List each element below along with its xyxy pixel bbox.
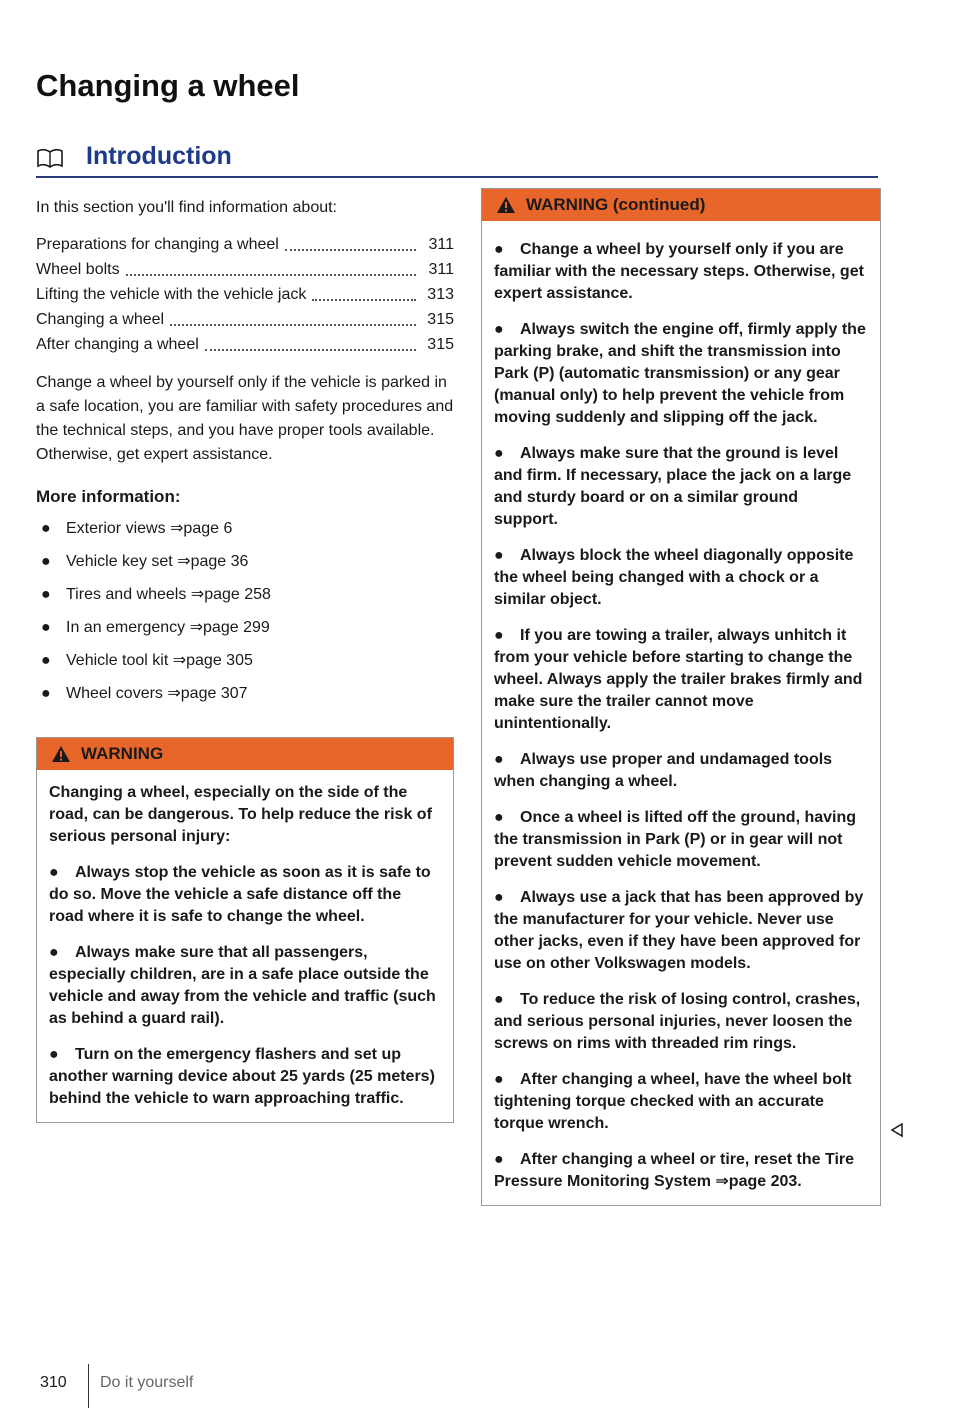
warning-item: ● Always make sure that the ground is level and firm. If necessary, place the jack on a large and sturdy board or on a similar ground support. [494, 445, 852, 528]
toc-page: 315 [427, 336, 454, 353]
intro-text: In this section you'll find information about: [36, 199, 337, 216]
toc-leader-dots [285, 249, 416, 251]
warning-item: ● Always use a jack that has been approved by the manufacturer for your vehicle. Never use other jacks, even if they have been approved for use on other Volkswagen models. [494, 889, 864, 972]
more-info-link[interactable] [36, 649, 454, 682]
page-title: Changing a wheel [36, 68, 300, 103]
warning-triangle-icon [51, 745, 71, 763]
bullet: ● [41, 586, 51, 603]
toc-entry[interactable] [36, 282, 454, 307]
link-text: Tires and wheels ⇒page 258 [66, 586, 271, 603]
right-column [481, 188, 879, 1206]
toc-page: 311 [428, 261, 454, 278]
table-of-contents [36, 232, 454, 357]
more-info-list [36, 517, 454, 715]
back-arrow-icon[interactable] [890, 1122, 904, 1138]
warning-item: ● After changing a wheel, have the wheel bolt tightening torque checked with an accurate torque wrench. [494, 1071, 852, 1132]
toc-entry[interactable] [36, 257, 454, 282]
warning-triangle-icon [496, 196, 516, 214]
link-text: In an emergency ⇒page 299 [66, 619, 270, 636]
more-info-link[interactable] [36, 583, 454, 616]
link-text: Vehicle tool kit ⇒page 305 [66, 652, 253, 669]
toc-label: After changing a wheel [36, 336, 199, 353]
warning-list [49, 862, 439, 1110]
bullet: ● [41, 553, 51, 570]
footer-divider [88, 1364, 89, 1408]
link-text: Exterior views ⇒page 6 [66, 520, 233, 537]
more-info-link[interactable] [36, 517, 454, 550]
warning-intro: Changing a wheel, especially on the side of the road, can be dangerous. To help reduce the risk of serious personal injury: [49, 784, 432, 845]
bullet: ● [41, 520, 51, 537]
body-paragraph: Change a wheel by yourself only if the vehicle is parked in a safe location, you are familiar with safety procedures and the technical steps, and you have proper tools available. Otherwise, get expert assistance. [36, 374, 454, 463]
toc-leader-dots [312, 299, 416, 301]
toc-entry[interactable] [36, 307, 454, 332]
warning-header-label: WARNING [81, 744, 164, 763]
more-info-link[interactable] [36, 616, 454, 649]
warning-header [37, 738, 453, 770]
link-text: Vehicle key set ⇒page 36 [66, 553, 249, 570]
warning-item: ● Always use proper and undamaged tools when changing a wheel. [494, 751, 833, 790]
toc-page: 313 [427, 286, 454, 303]
warning-item: ● Always stop the vehicle as soon as it is safe to do so. Move the vehicle a safe distance off the road where it is safe to change the wheel. [49, 864, 431, 925]
introduction-title: Introduction [86, 142, 232, 170]
warning-box [36, 737, 454, 1123]
warning-header [482, 189, 880, 221]
warning-box-continued [481, 188, 881, 1206]
warning-item: ● Always make sure that all passengers, especially children, are in a safe place outside the vehicle and away from the vehicle and traffic (such as behind a guard rail). [49, 944, 436, 1027]
introduction-heading [36, 140, 878, 178]
warning-item: ● Change a wheel by yourself only if you are familiar with the necessary steps. Otherwise, get expert assistance. [494, 241, 864, 302]
warning-body [482, 221, 880, 1205]
bullet: ● [41, 652, 51, 669]
warning-item: ● Turn on the emergency flashers and set up another warning device about 25 yards (25 meters) behind the vehicle to warn approaching traffic. [49, 1046, 435, 1107]
toc-entry[interactable] [36, 232, 454, 257]
warning-item: ● Always block the wheel diagonally opposite the wheel being changed with a chock or a similar object. [494, 547, 854, 608]
warning-list [494, 239, 866, 1193]
bullet: ● [41, 685, 51, 702]
warning-item: ● To reduce the risk of losing control, crashes, and serious personal injuries, never loosen the screws on rims with threaded rim rings. [494, 991, 861, 1052]
toc-page: 315 [427, 311, 454, 328]
toc-label: Changing a wheel [36, 311, 165, 328]
link-text: Wheel covers ⇒page 307 [66, 685, 248, 702]
warning-item: ● Once a wheel is lifted off the ground, having the transmission in Park (P) or in gear will not prevent sudden vehicle movement. [494, 809, 857, 870]
toc-leader-dots [170, 324, 416, 326]
toc-entry[interactable] [36, 332, 454, 357]
warning-item: ● If you are towing a trailer, always unhitch it from your vehicle before starting to change the wheel. Always apply the trailer brakes firmly and make sure the trailer cannot move unintentionally. [494, 627, 863, 732]
page-number: 310 [40, 1374, 67, 1391]
footer-section: Do it yourself [100, 1374, 194, 1391]
toc-leader-dots [205, 349, 416, 351]
toc-label: Wheel bolts [36, 261, 120, 278]
toc-leader-dots [126, 274, 416, 276]
book-icon [36, 148, 64, 168]
more-info-link[interactable] [36, 682, 454, 715]
more-info-heading: More information: [36, 487, 181, 506]
more-info-link[interactable] [36, 550, 454, 583]
left-column [36, 190, 454, 1123]
warning-body [37, 770, 453, 1122]
warning-header-label: WARNING (continued) [526, 195, 706, 214]
bullet: ● [41, 619, 51, 636]
toc-label: Preparations for changing a wheel [36, 236, 279, 253]
warning-item: ● Always switch the engine off, firmly apply the parking brake, and shift the transmission into Park (P) (automatic transmission) or any gear (manual only) to help prevent the vehicle from moving suddenly and slipping off the jack. [494, 321, 866, 426]
toc-label: Lifting the vehicle with the vehicle jack [36, 286, 307, 303]
toc-page: 311 [428, 236, 454, 253]
warning-item: ● After changing a wheel or tire, reset the Tire Pressure Monitoring System ⇒page 203. [494, 1151, 855, 1190]
